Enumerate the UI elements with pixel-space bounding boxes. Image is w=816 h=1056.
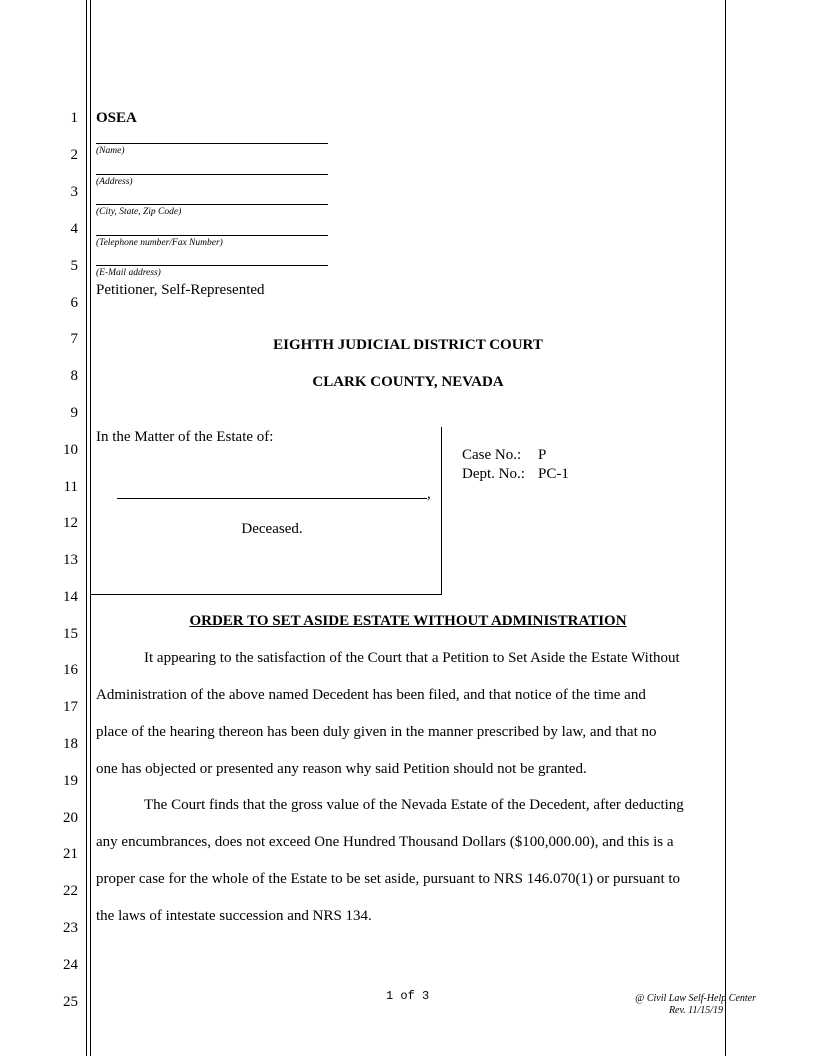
city-rule — [96, 204, 328, 205]
line-number: 21 — [63, 846, 78, 862]
dept-number-value: PC-1 — [538, 466, 569, 482]
line-number: 14 — [63, 589, 78, 605]
line-number: 13 — [63, 552, 78, 568]
address-rule — [96, 174, 328, 175]
line-number: 23 — [63, 920, 78, 936]
order-line: the laws of intestate succession and NRS 134. — [96, 908, 372, 924]
footer-revision: Rev. 11/15/19 — [668, 1005, 723, 1016]
decedent-rule-comma: , — [427, 486, 431, 502]
line-number: 15 — [63, 626, 78, 642]
email-rule — [96, 265, 328, 266]
line-number: 17 — [63, 699, 78, 715]
line-number: 1 — [70, 110, 78, 126]
page-number: 1 of 3 — [386, 989, 430, 1003]
order-line: proper case for the whole of the Estate to be set aside, pursuant to NRS 146.070(1) or pursuant to — [96, 871, 681, 887]
order-line: place of the hearing thereon has been duly given in the manner prescribed by law, and that no — [96, 724, 657, 740]
line-number: 12 — [63, 515, 78, 531]
order-line: It appearing to the satisfaction of the Court that a Petition to Set Aside the Estate Without — [144, 650, 680, 666]
line-number: 3 — [70, 184, 78, 200]
order-title: ORDER TO SET ASIDE ESTATE WITHOUT ADMINISTRATION — [189, 613, 627, 629]
caption-matter: In the Matter of the Estate of: — [96, 429, 274, 445]
case-number-label: Case No.: — [462, 447, 522, 463]
footer-credit: @ Civil Law Self-Help Center — [635, 993, 756, 1004]
order-line: Administration of the above named Decedent has been filed, and that notice of the time and — [96, 687, 646, 703]
right-margin-rule — [725, 0, 726, 1056]
decedent-name-rule — [117, 498, 427, 499]
phone-fax-label: (Telephone number/Fax Number) — [96, 238, 223, 248]
line-number: 11 — [63, 479, 78, 495]
caption-deceased: Deceased. — [241, 521, 303, 537]
address-label: (Address) — [96, 177, 133, 187]
case-number-value: P — [538, 447, 547, 463]
court-county: CLARK COUNTY, NEVADA — [312, 374, 504, 390]
line-number: 5 — [70, 258, 78, 274]
party-designation: Petitioner, Self-Represented — [96, 282, 265, 298]
line-number: 4 — [70, 221, 78, 237]
line-number: 18 — [63, 736, 78, 752]
city-state-zip-label: (City, State, Zip Code) — [96, 207, 182, 217]
court-name: EIGHTH JUDICIAL DISTRICT COURT — [273, 337, 543, 353]
name-rule — [96, 143, 328, 144]
line-number: 25 — [63, 994, 78, 1010]
line-number: 9 — [70, 405, 78, 421]
line-number: 10 — [63, 442, 78, 458]
line-number: 22 — [63, 883, 78, 899]
dept-number-label: Dept. No.: — [462, 466, 525, 482]
order-line: The Court finds that the gross value of the Nevada Estate of the Decedent, after deducting — [144, 797, 684, 813]
order-line: one has objected or presented any reason why said Petition should not be granted. — [96, 761, 587, 777]
caption-box — [91, 427, 442, 595]
line-number: 6 — [70, 295, 78, 311]
name-label: (Name) — [96, 146, 125, 156]
email-label: (E-Mail address) — [96, 268, 161, 278]
line-number: 2 — [70, 147, 78, 163]
line-number: 19 — [63, 773, 78, 789]
line-number: 16 — [63, 662, 78, 678]
phone-rule — [96, 235, 328, 236]
line-number: 24 — [63, 957, 78, 973]
line-number: 7 — [70, 331, 78, 347]
order-line: any encumbrances, does not exceed One Hundred Thousand Dollars ($100,000.00), and this is a — [96, 834, 674, 850]
left-margin-rule-outer — [86, 0, 87, 1056]
filer-name: OSEA — [96, 110, 137, 126]
line-number: 20 — [63, 810, 78, 826]
line-number: 8 — [70, 368, 78, 384]
